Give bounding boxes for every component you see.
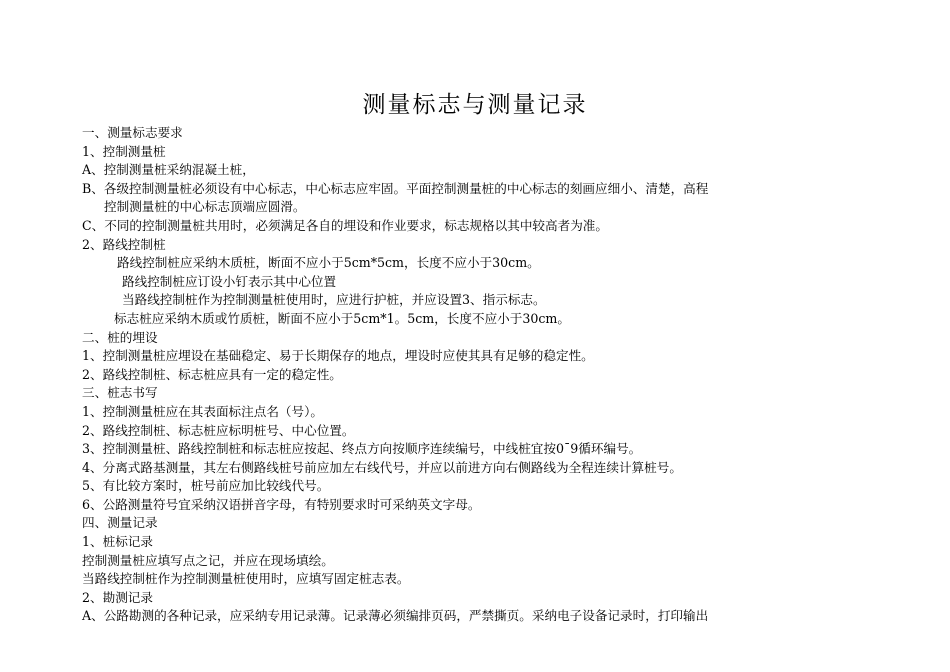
paragraph-line: 1、控制测量桩应在其表面标注点名（号）。 (82, 403, 323, 419)
paragraph-line: 标志桩应采纳木质或竹质桩，断面不应小于5cm*1。5cm，长度不应小于30cm。 (114, 310, 570, 326)
subsection-heading: 2、勘测记录 (82, 589, 153, 605)
paragraph-line: 路线控制桩应采纳木质桩，断面不应小于5cm*5cm，长度不应小于30cm。 (117, 255, 540, 271)
section-heading: 一、测量标志要求 (82, 125, 183, 140)
paragraph-line: 6、公路测量符号宜采纳汉语拼音字母，有特别要求时可采纳英文字母。 (82, 496, 481, 512)
subsection-heading: 1、控制测量桩 (82, 143, 166, 159)
paragraph-line: A、控制测量桩采纳混凝土桩， (82, 162, 255, 178)
document-title: 测量标志与测量记录 (362, 92, 588, 118)
section-heading: 四、测量记录 (82, 515, 158, 531)
subsection-heading: 2、路线控制桩 (82, 236, 166, 252)
paragraph-line: 控制测量桩应填写点之记，并应在现场填绘。 (82, 552, 334, 568)
subsection-heading: 1、桩标记录 (82, 534, 153, 550)
paragraph-line: 2、路线控制桩、标志桩应标明桩号、中心位置。 (82, 422, 355, 438)
paragraph-line: A、公路勘测的各种记录，应采纳专用记录薄。记录薄必须编排页码，严禁撕页。采纳电子设备记录时，打印输出 (82, 608, 709, 624)
paragraph-line: 当路线控制桩作为控制测量桩使用时，应进行护桩，并应设置3、指示标志。 (122, 292, 546, 308)
paragraph-line: 当路线控制桩作为控制测量桩使用时，应填写固定桩志表。 (82, 571, 410, 587)
paragraph-line: 5、有比较方案时，桩号前应加比较线代号。 (82, 478, 330, 494)
section-heading: 二、桩的埋设 (82, 329, 158, 345)
paragraph-line: 1、控制测量桩应埋设在基础稳定、易于长期保存的地点，埋设时应使其具有足够的稳定性。 (82, 348, 594, 364)
paragraph-line: 控制测量桩的中心标志顶端应圆滑。 (104, 199, 306, 215)
paragraph-line: 4、分离式路基测量，其左右侧路线桩号前应加左右线代号，并应以前进方向右侧路线为全程连续计算桩号。 (82, 459, 682, 475)
paragraph-line: 2、路线控制桩、标志桩应具有一定的稳定性。 (82, 366, 342, 382)
paragraph-line: B、各级控制测量桩必须设有中心标志，中心标志应牢固。平面控制测量桩的中心标志的刻画应细小、清楚，高程 (82, 180, 709, 196)
paragraph-line: 路线控制桩应订设小钉表示其中心位置 (122, 273, 337, 289)
section-heading: 三、桩志书写 (82, 385, 158, 401)
document-body (0, 124, 950, 626)
paragraph-line: 3、控制测量桩、路线控制桩和标志桩应按起、终点方向按顺序连续编号，中线桩宜按0¯9循环编号。 (82, 441, 642, 457)
paragraph-line: C、不同的控制测量桩共用时，必须满足各自的埋设和作业要求，标志规格以其中较高者为准。 (82, 217, 608, 233)
